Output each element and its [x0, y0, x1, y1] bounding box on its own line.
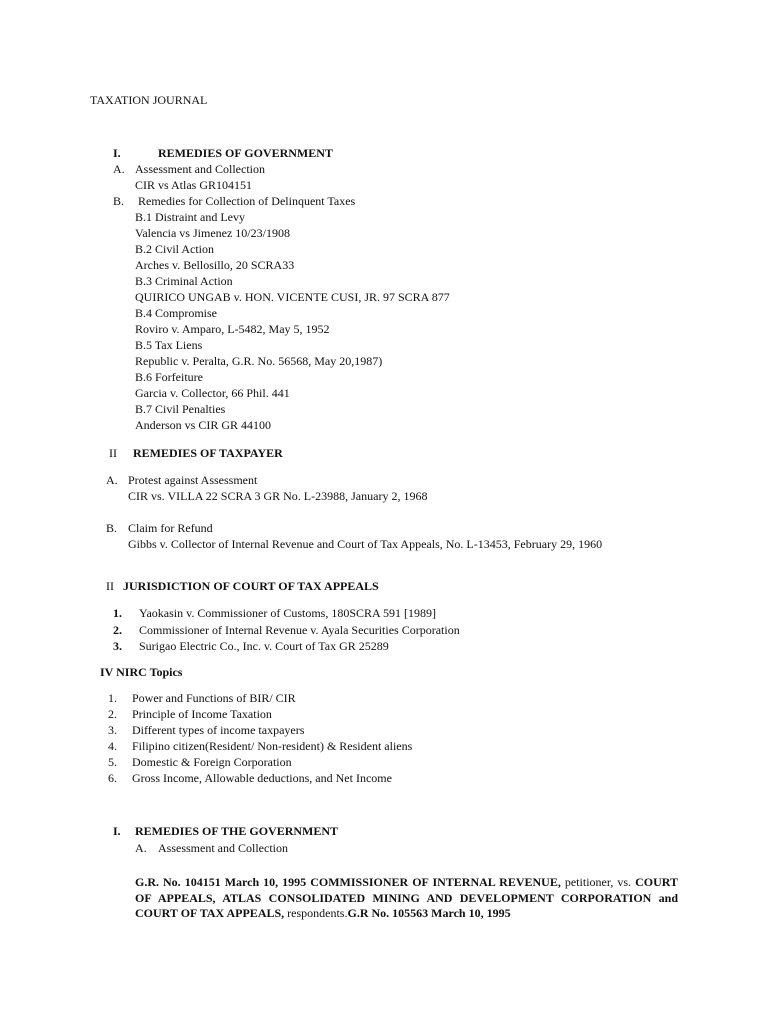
list-item: Arches v. Bellosillo, 20 SCRA33 — [135, 258, 295, 272]
list-item: B.3 Criminal Action — [135, 274, 233, 288]
section-1-a-case: CIR vs Atlas GR104151 — [135, 178, 253, 192]
section-3-number: II — [106, 579, 114, 593]
section-5-number: I. — [113, 824, 121, 838]
list-item: B.7 Civil Penalties — [135, 402, 226, 416]
list-item-number: 3. — [113, 639, 122, 653]
list-item: Yaokasin v. Commissioner of Customs, 180SCRA 591 [1989] — [139, 606, 437, 620]
section-1-a-label: Assessment and Collection — [135, 162, 265, 176]
section-2-a-marker: A. — [106, 473, 118, 487]
list-item: Roviro v. Amparo, L-5482, May 5, 1952 — [135, 322, 330, 336]
section-2-a-case: CIR vs. VILLA 22 SCRA 3 GR No. L-23988, January 2, 1968 — [128, 489, 428, 503]
section-2-b-label: Claim for Refund — [128, 521, 213, 535]
list-item: Different types of income taxpayers — [132, 723, 305, 737]
case-citation: G.R. No. 104151 March 10, 1995 COMMISSIONER OF INTERNAL REVENUE, — [135, 875, 561, 889]
section-2-number: II — [109, 446, 117, 460]
section-5-heading: REMEDIES OF THE GOVERNMENT — [135, 824, 339, 838]
list-item: Power and Functions of BIR/ CIR — [132, 691, 296, 705]
section-3-heading: JURISDICTION OF COURT OF TAX APPEALS — [123, 579, 379, 593]
list-item: Gross Income, Allowable deductions, and Net Income — [132, 771, 392, 785]
section-5-a-label: Assessment and Collection — [158, 841, 288, 855]
list-item-number: 6. — [108, 771, 117, 785]
case-citation: G.R No. 105563 March 10, 1995 — [347, 906, 511, 920]
section-2-a-label: Protest against Assessment — [128, 473, 258, 487]
case-paragraph — [135, 875, 678, 922]
section-1-number: I. — [113, 146, 121, 160]
list-item: QUIRICO UNGAB v. HON. VICENTE CUSI, JR. 97 SCRA 877 — [135, 290, 450, 304]
list-item: Garcia v. Collector, 66 Phil. 441 — [135, 386, 290, 400]
list-item-number: 2. — [108, 707, 117, 721]
section-1-a-marker: A. — [113, 162, 125, 176]
section-2-b-marker: B. — [106, 521, 118, 535]
case-text: respondents. — [284, 906, 348, 920]
list-item: Principle of Income Taxation — [132, 707, 272, 721]
case-text: petitioner, vs. — [560, 875, 636, 889]
section-1-b-marker: B. — [113, 194, 125, 208]
list-item-number: 1. — [108, 691, 117, 705]
list-item: Republic v. Peralta, G.R. No. 56568, May 20,1987) — [135, 354, 383, 368]
list-item: Surigao Electric Co., Inc. v. Court of Tax GR 25289 — [139, 639, 389, 653]
list-item: B.2 Civil Action — [135, 242, 215, 256]
section-4-heading: IV NIRC Topics — [100, 665, 183, 679]
section-1-b-label: Remedies for Collection of Delinquent Taxes — [138, 194, 356, 208]
list-item: B.6 Forfeiture — [135, 370, 203, 384]
list-item-number: 5. — [108, 755, 117, 769]
list-item-number: 2. — [113, 623, 122, 637]
list-item: Filipino citizen(Resident/ Non-resident) & Resident aliens — [132, 739, 413, 753]
case-respondents: COURT OF APPEALS, ATLAS CONSOLIDATED MINING AND DEVELOPMENT CORPORATION and COURT OF TAX APPEALS, — [135, 875, 678, 920]
list-item: Anderson vs CIR GR 44100 — [135, 418, 272, 432]
section-1-heading: REMEDIES OF GOVERNMENT — [158, 146, 333, 160]
list-item: Domestic & Foreign Corporation — [132, 755, 292, 769]
list-item: B.4 Compromise — [135, 306, 218, 320]
list-item-number: 4. — [108, 739, 117, 753]
section-2-b-case: Gibbs v. Collector of Internal Revenue and Court of Tax Appeals, No. L-13453, February 29, 1960 — [128, 537, 603, 551]
list-item: B.5 Tax Liens — [135, 338, 203, 352]
list-item: Commissioner of Internal Revenue v. Ayala Securities Corporation — [139, 623, 460, 637]
section-5-a-marker: A. — [135, 841, 147, 855]
document-title: TAXATION JOURNAL — [90, 93, 208, 107]
list-item-number: 1. — [113, 606, 122, 620]
list-item: Valencia vs Jimenez 10/23/1908 — [135, 226, 290, 240]
section-2-heading: REMEDIES OF TAXPAYER — [133, 446, 283, 460]
list-item-number: 3. — [108, 723, 117, 737]
list-item: B.1 Distraint and Levy — [135, 210, 245, 224]
